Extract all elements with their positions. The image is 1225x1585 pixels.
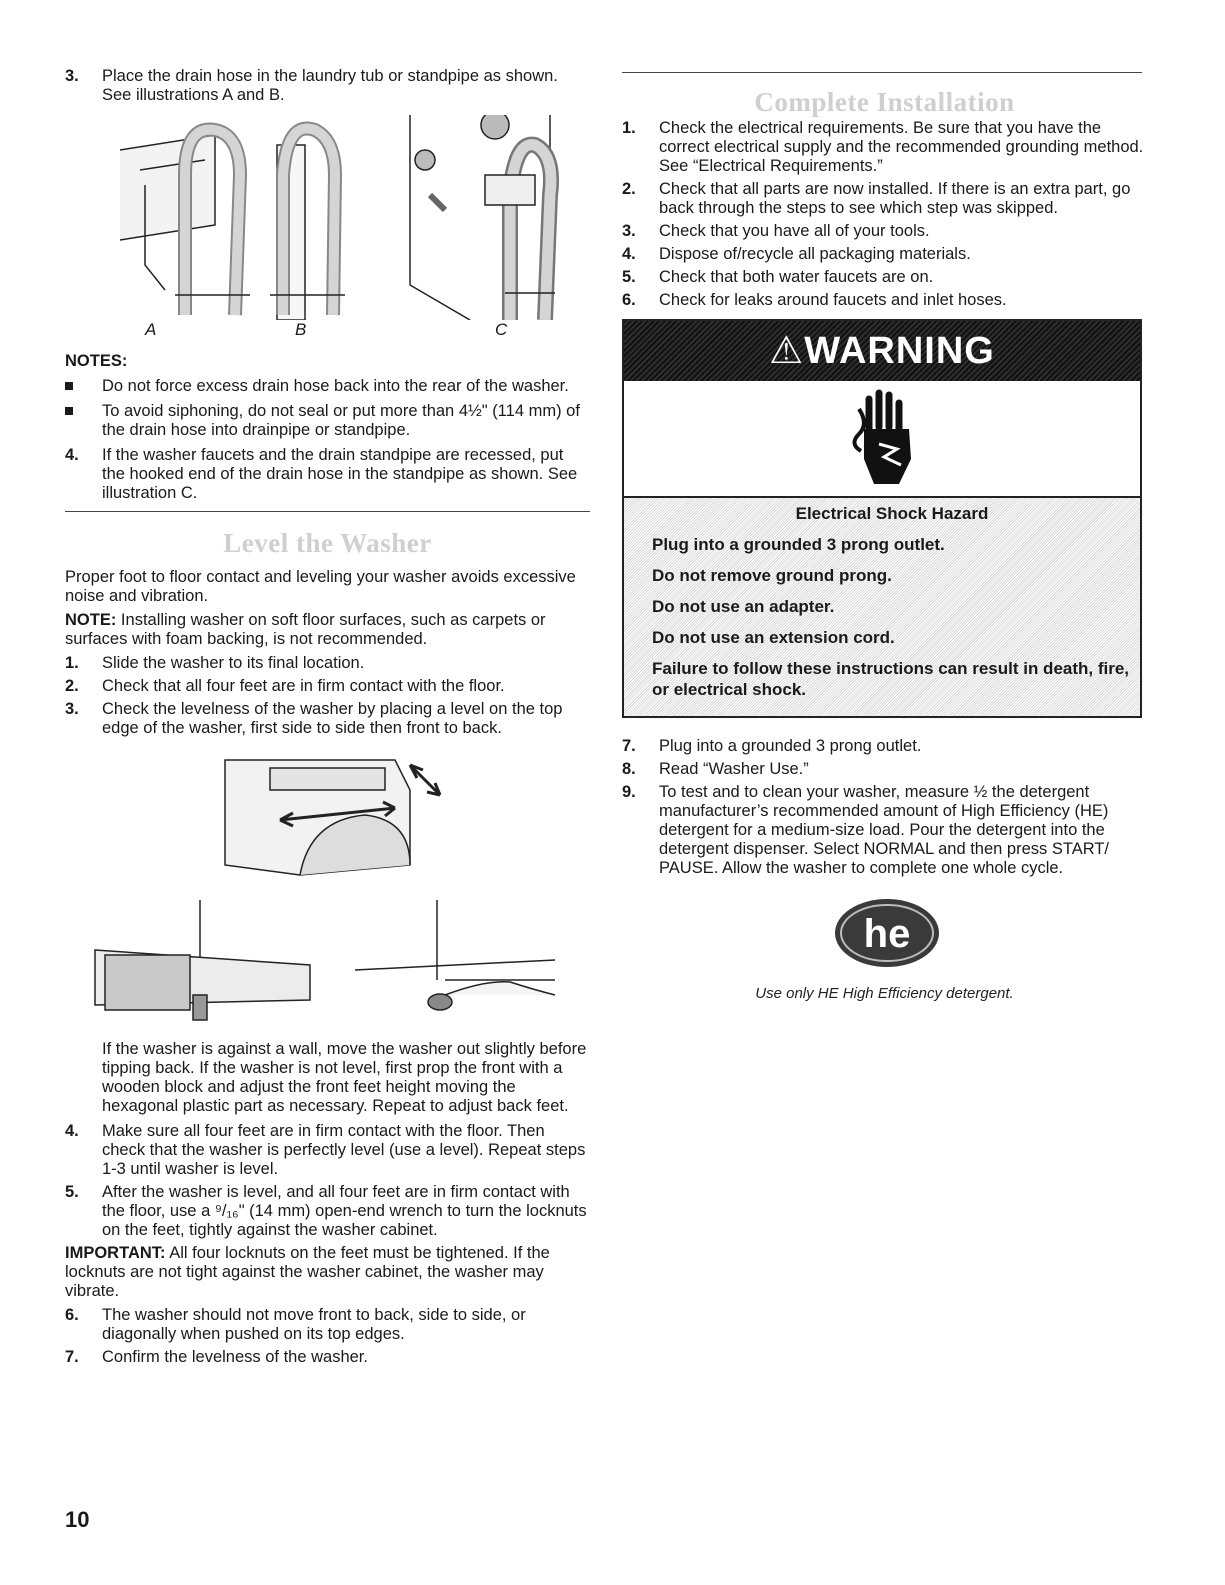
caption-b: B bbox=[295, 320, 307, 339]
warning-triangle-icon: ⚠ bbox=[769, 330, 805, 372]
final-step bbox=[622, 737, 1147, 756]
hazard-title: Electrical Shock Hazard bbox=[795, 504, 989, 523]
complete-step bbox=[622, 245, 1147, 264]
left-column bbox=[65, 0, 590, 1371]
step-number: 7. bbox=[622, 737, 636, 755]
section-divider bbox=[622, 72, 1142, 73]
step-number: 3. bbox=[65, 700, 79, 718]
warning-box bbox=[622, 319, 1142, 718]
bullet bbox=[65, 382, 73, 390]
caption-c: C bbox=[495, 320, 508, 339]
complete-installation-title: Complete Installation bbox=[754, 87, 1015, 117]
step-text: Check for leaks around faucets and inlet hoses. bbox=[659, 291, 1007, 309]
important-paragraph bbox=[65, 1244, 590, 1301]
foot-adjust-left bbox=[95, 900, 310, 1020]
section-divider bbox=[65, 511, 590, 512]
final-steps bbox=[622, 737, 1147, 882]
warning-line: Do not use an extension cord. bbox=[652, 628, 895, 647]
step-number: 4. bbox=[622, 245, 636, 263]
illustration-a bbox=[120, 130, 250, 315]
drain-step-3 bbox=[65, 67, 590, 105]
illustration-b bbox=[270, 128, 345, 320]
step-number: 9. bbox=[622, 783, 636, 801]
step-text: Plug into a grounded 3 prong outlet. bbox=[659, 737, 922, 755]
notes-heading: NOTES: bbox=[65, 352, 128, 370]
caption-a: A bbox=[145, 320, 157, 339]
step-text: Check that both water faucets are on. bbox=[659, 268, 934, 286]
step-text: Check the levelness of the washer by placing a level on the top edge of the washer, first side to side then front to back. bbox=[102, 700, 563, 737]
drain-hose-illustrations bbox=[65, 115, 590, 320]
step-number: 8. bbox=[622, 760, 636, 778]
step-text: Slide the washer to its final location. bbox=[102, 654, 365, 672]
step-number: 1. bbox=[65, 654, 79, 672]
note-text: Do not force excess drain hose back into the rear of the washer. bbox=[102, 377, 569, 395]
level-intro: Proper foot to floor contact and leveling your washer avoids excessive noise and vibration. bbox=[65, 568, 576, 605]
illustration-c bbox=[410, 115, 555, 320]
leveling-drawings bbox=[65, 750, 590, 1040]
step-number: 2. bbox=[65, 677, 79, 695]
warning-line: Do not remove ground prong. bbox=[652, 566, 892, 585]
wall-paragraph: If the washer is against a wall, move the washer out slightly before tipping back. If the washer is not level, first prop the front with a wooden block and adjust the front feet height moving the hexagonal plastic part as necessary. Repeat to adjust back feet. bbox=[102, 1040, 587, 1115]
complete-step bbox=[622, 291, 1147, 310]
step-text: After the washer is level, and all four feet are in firm contact with the floor, use a ⁹/₁₆" (14 mm) open-end wrench to turn the locknuts on the feet, tightly against the washer cabinet. bbox=[102, 1183, 587, 1239]
step-text: Read “Washer Use.” bbox=[659, 760, 809, 778]
step-text: Confirm the levelness of the washer. bbox=[102, 1348, 368, 1366]
warning-header bbox=[624, 321, 1140, 381]
step-text: Check the electrical requirements. Be sure that you have the correct electrical supply and the recommended grounding method. See “Electrical Requirements.” bbox=[659, 119, 1144, 175]
step-text: Check that all four feet are in firm contact with the floor. bbox=[102, 677, 505, 695]
warning-line: Plug into a grounded 3 prong outlet. bbox=[652, 535, 945, 554]
note-paragraph bbox=[65, 611, 590, 649]
step-text: Check that all parts are now installed. If there is an extra part, go back through the steps to see which step was skipped. bbox=[659, 180, 1131, 217]
step-number: 6. bbox=[65, 1306, 79, 1324]
warning-body bbox=[652, 503, 1132, 710]
he-logo-icon bbox=[832, 895, 942, 975]
level-step bbox=[65, 1122, 590, 1179]
step-number: 4. bbox=[65, 1122, 79, 1140]
step-text: Dispose of/recycle all packaging materials. bbox=[659, 245, 971, 263]
illustration-captions bbox=[65, 320, 590, 342]
note-text: To avoid siphoning, do not seal or put more than 4½" (114 mm) of the drain hose into drainpipe or standpipe. bbox=[102, 402, 580, 439]
drain-step-4 bbox=[65, 446, 590, 503]
level-step bbox=[65, 1306, 590, 1344]
step-text: Check that you have all of your tools. bbox=[659, 222, 930, 240]
final-step bbox=[622, 760, 1147, 779]
step-text: The washer should not move front to back, side to side, or diagonally when pushed on its top edges. bbox=[102, 1306, 526, 1343]
warning-line: Failure to follow these instructions can result in death, fire, or electrical shock. bbox=[652, 659, 1130, 699]
right-column bbox=[622, 0, 1147, 314]
note-body: Installing washer on soft floor surfaces, such as carpets or surfaces with foam backing, is not recommended. bbox=[65, 611, 546, 648]
complete-step bbox=[622, 222, 1147, 241]
complete-step bbox=[622, 268, 1147, 287]
drain-hose-drawings bbox=[65, 115, 590, 320]
page-number: 10 bbox=[65, 1507, 90, 1532]
foot-adjust-right bbox=[355, 900, 555, 1010]
step-number: 7. bbox=[65, 1348, 79, 1366]
bullet bbox=[65, 407, 73, 415]
step-number: 3. bbox=[65, 67, 79, 85]
level-step bbox=[65, 700, 590, 738]
shock-hazard-icon-area bbox=[624, 381, 1140, 498]
washer-top-illustration bbox=[225, 760, 440, 875]
step-text: To test and to clean your washer, measure ½ the detergent manufacturer’s recommended amount of High Efficiency (HE) detergent for a medium-size load. Pour the detergent into the detergent dispenser. Select NORMAL and then press START/ PAUSE. Allow the washer to complete one whole cycle. bbox=[659, 783, 1110, 877]
note-label: NOTE: bbox=[65, 611, 117, 629]
step-number: 1. bbox=[622, 119, 636, 137]
step-number: 2. bbox=[622, 180, 636, 198]
note-item bbox=[65, 402, 590, 440]
level-step bbox=[65, 677, 590, 696]
leveling-illustrations bbox=[65, 750, 590, 1040]
complete-step bbox=[622, 119, 1147, 176]
step-number: 5. bbox=[65, 1183, 79, 1201]
step-number: 4. bbox=[65, 446, 79, 464]
important-body: All four locknuts on the feet must be tightened. If the locknuts are not tight against the washer cabinet, the washer may vibrate. bbox=[65, 1244, 550, 1300]
step-number: 5. bbox=[622, 268, 636, 286]
note-item bbox=[65, 377, 590, 396]
level-washer-title: Level the Washer bbox=[223, 528, 432, 558]
level-step bbox=[65, 1348, 590, 1367]
level-step bbox=[65, 654, 590, 673]
he-caption: Use only HE High Efficiency detergent. bbox=[755, 985, 1014, 1002]
important-label: IMPORTANT: bbox=[65, 1244, 166, 1262]
warning-heading: WARNING bbox=[804, 330, 995, 372]
step-text: Make sure all four feet are in firm contact with the floor. Then check that the washer is perfectly level (use a level). Repeat steps 1-3 until washer is level. bbox=[102, 1122, 586, 1178]
final-step bbox=[622, 783, 1147, 878]
step-text: Place the drain hose in the laundry tub or standpipe as shown. See illustrations A and B. bbox=[102, 67, 558, 104]
step-number: 3. bbox=[622, 222, 636, 240]
electric-shock-icon bbox=[839, 389, 929, 489]
step-number: 6. bbox=[622, 291, 636, 309]
step-text: If the washer faucets and the drain standpipe are recessed, put the hooked end of the drain hose in the standpipe as shown. See illustration C. bbox=[102, 446, 578, 502]
warning-line: Do not use an adapter. bbox=[652, 597, 835, 616]
complete-step bbox=[622, 180, 1147, 218]
level-step bbox=[65, 1183, 590, 1240]
he-logo-text: he bbox=[863, 912, 911, 956]
